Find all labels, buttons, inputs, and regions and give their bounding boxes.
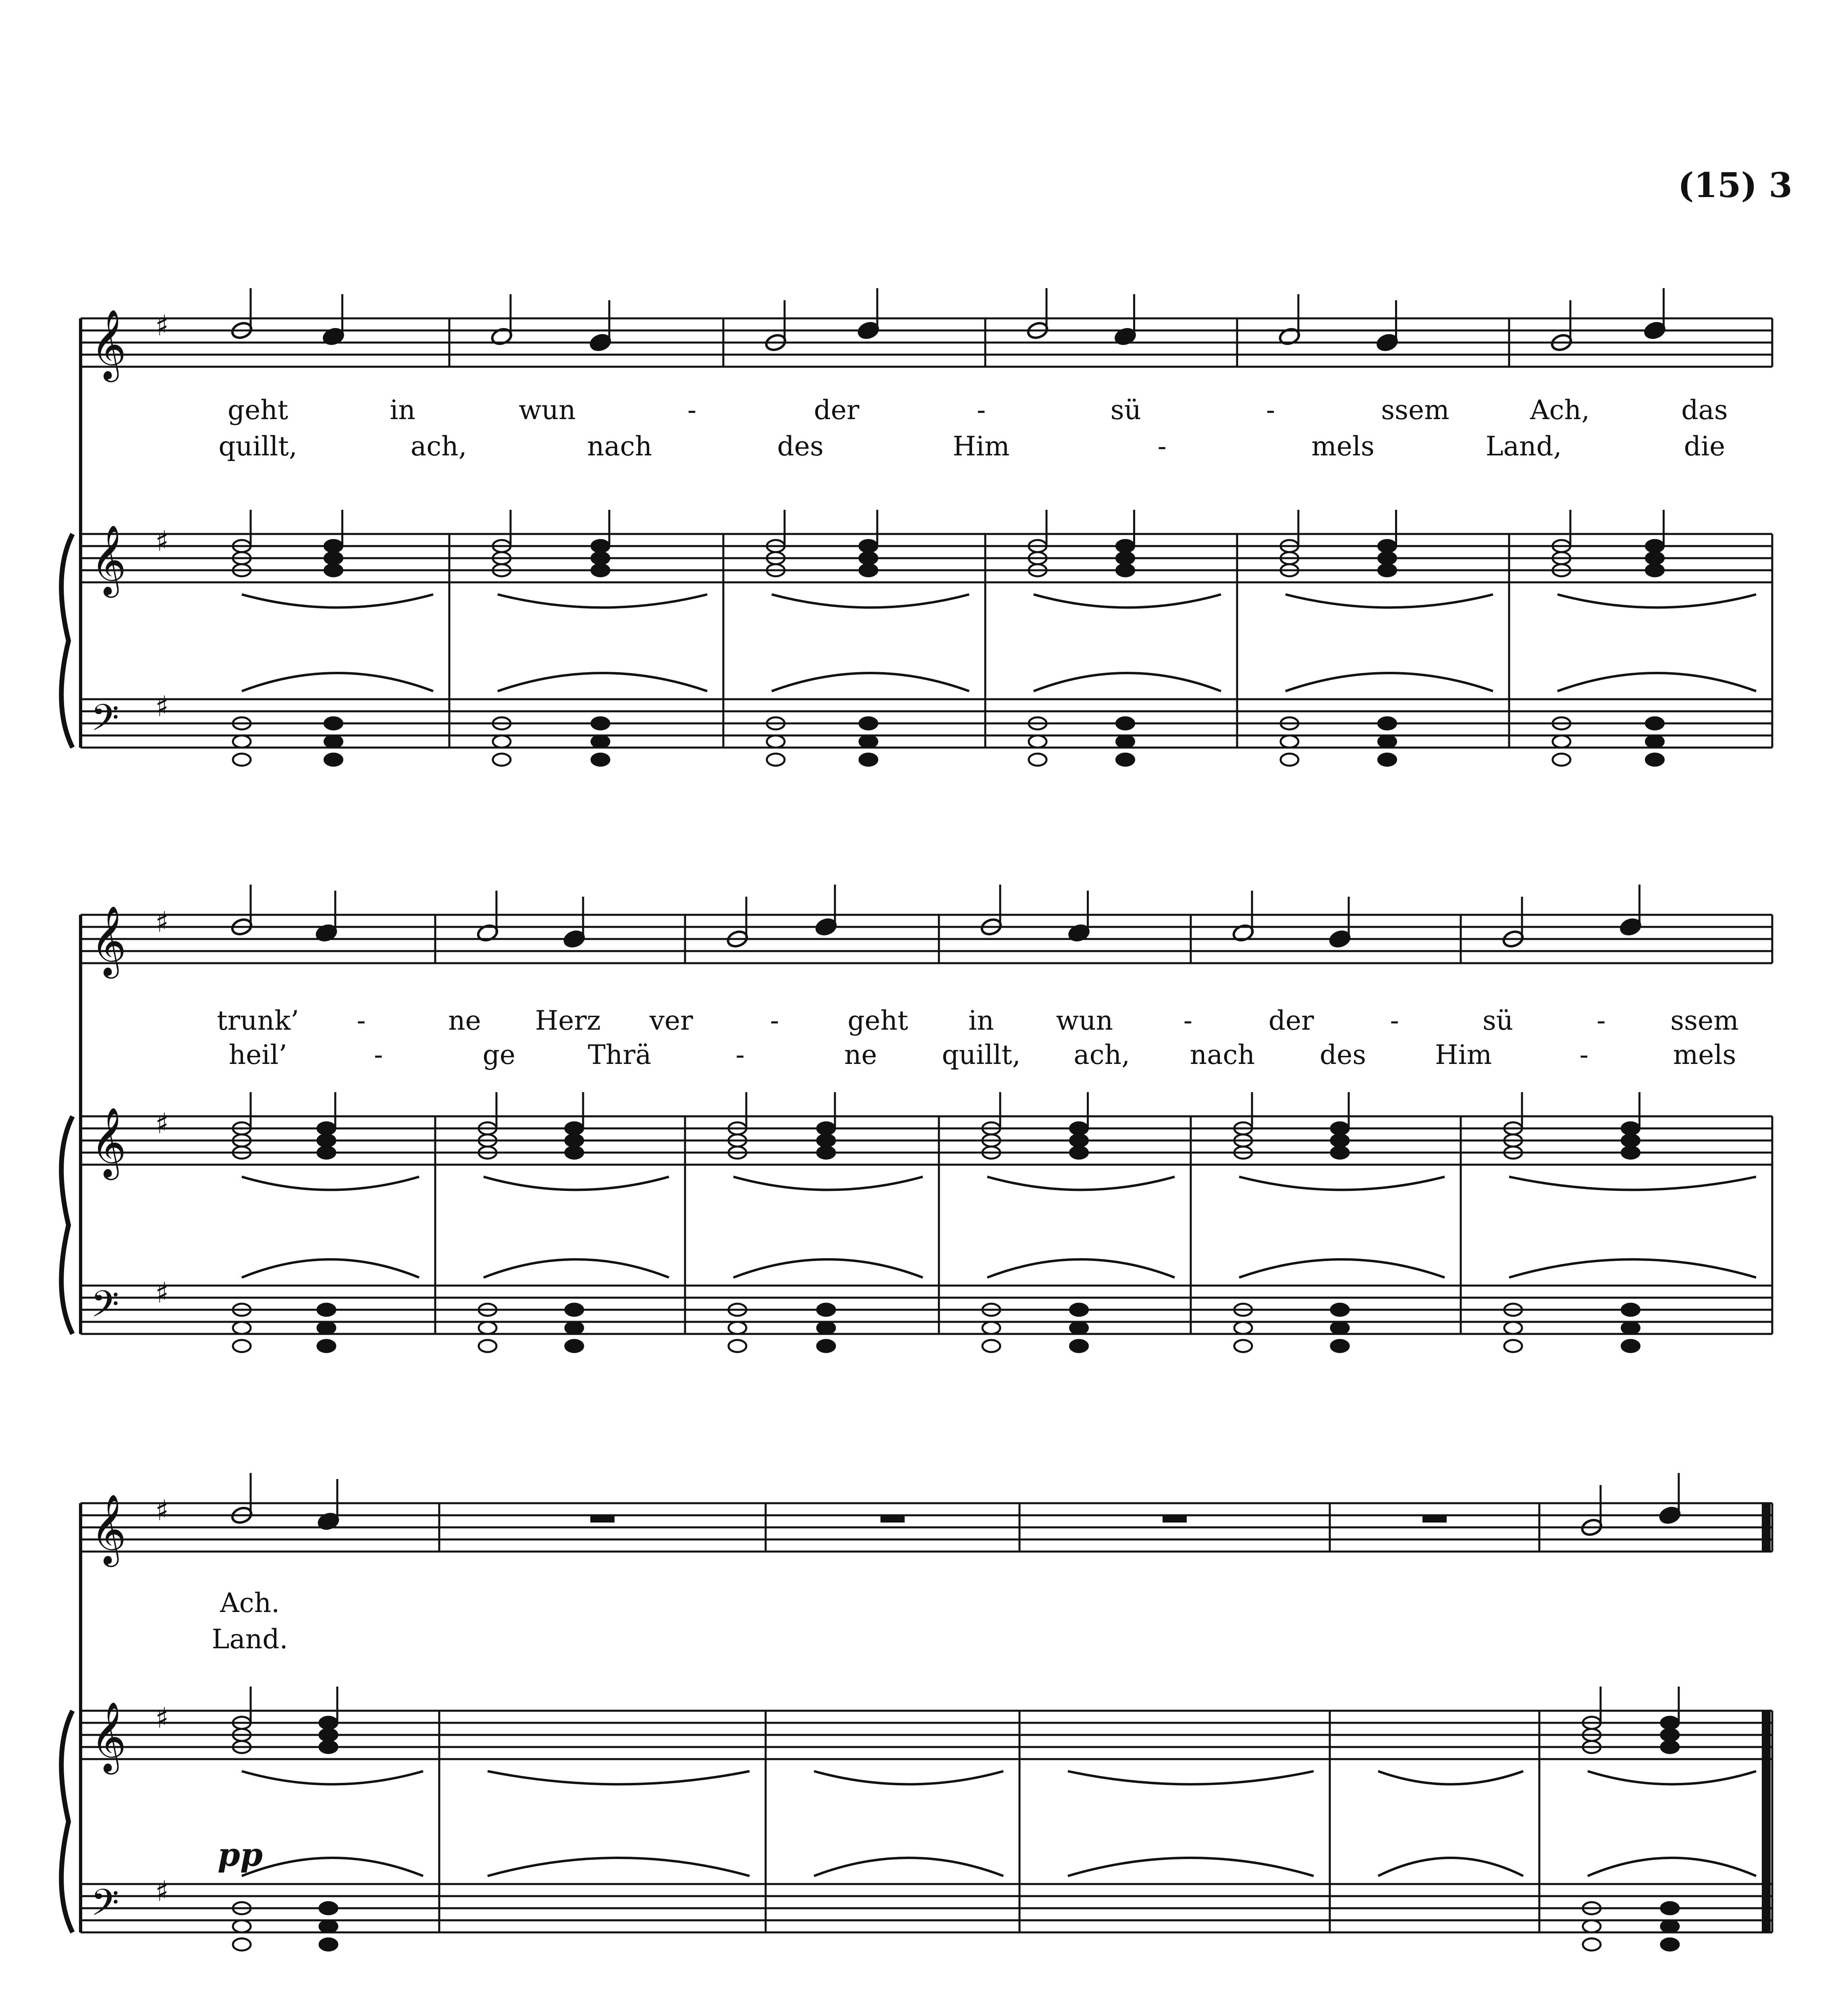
chord-note-head: [318, 1134, 335, 1147]
lyric-syllable: des: [777, 431, 824, 462]
bass-note-head: [233, 735, 251, 748]
slur: [1239, 1177, 1445, 1190]
chord-note-head: [1379, 564, 1396, 576]
slur: [242, 1858, 423, 1876]
chord-note-head: [817, 1147, 835, 1159]
slur: [242, 673, 433, 691]
slur: [1509, 1259, 1756, 1278]
slur: [1378, 1771, 1523, 1784]
chord-note-head: [325, 552, 343, 564]
lyric-syllable: -: [357, 1005, 366, 1036]
clef-icon: 𝄞: [91, 1701, 127, 1772]
bass-note-head: [1117, 717, 1134, 729]
slur: [498, 673, 707, 691]
chord-note-head: [1646, 564, 1664, 576]
chord-note-head: [592, 540, 609, 552]
slur: [242, 1771, 423, 1784]
bass-note-head: [729, 1340, 746, 1352]
bass-note-head: [817, 1322, 835, 1334]
lyric-syllable: das: [1681, 395, 1728, 426]
lyric-syllable: Land.: [212, 1624, 288, 1655]
bass-note-head: [479, 1340, 496, 1352]
slur: [733, 1259, 923, 1278]
lyric-syllable: sü: [1482, 1005, 1514, 1036]
chord-note-head: [1661, 1729, 1679, 1741]
lyric-syllable: Him: [953, 431, 1010, 462]
bass-note-head: [565, 1340, 583, 1352]
lyric-syllable: -: [1579, 1039, 1588, 1070]
lyric-syllable: ver: [649, 1005, 693, 1036]
lyric-syllable: der: [1268, 1005, 1314, 1036]
bass-note-head: [729, 1322, 746, 1334]
lyric-syllable: quillt,: [218, 431, 297, 462]
chord-note-head: [1661, 1741, 1679, 1753]
slur: [1588, 1771, 1756, 1784]
clef-icon: 𝄞: [91, 309, 127, 379]
lyric-syllable: -: [374, 1039, 383, 1070]
slur: [1239, 1259, 1445, 1278]
bass-note-head: [1661, 1920, 1679, 1932]
bass-note-head: [1379, 735, 1396, 748]
slur: [987, 1177, 1175, 1190]
piano-brace: [61, 534, 73, 748]
lyric-syllable: ssem: [1381, 395, 1449, 426]
chord-note-head: [1331, 1122, 1349, 1134]
slur: [1034, 673, 1221, 691]
lyric-syllable: nach: [1190, 1039, 1255, 1070]
slur: [484, 1177, 669, 1190]
bass-note-head: [860, 735, 877, 748]
slur: [498, 594, 707, 608]
key-signature-sharp-icon: ♯: [155, 1107, 169, 1140]
slur: [733, 1177, 923, 1190]
slur: [1285, 594, 1493, 608]
staff-lines: [61, 309, 1772, 1933]
chord-note-head: [1331, 1147, 1349, 1159]
chord-note-head: [320, 1717, 337, 1729]
bass-note-head: [1070, 1304, 1088, 1316]
bass-note-head: [1281, 754, 1298, 766]
whole-rest: [880, 1515, 905, 1523]
clef-icon: 𝄞: [91, 1494, 127, 1564]
lyric-syllable: -: [687, 395, 697, 426]
lyric-syllable: geht: [847, 1005, 908, 1036]
key-signature-sharp-icon: ♯: [155, 906, 169, 939]
bass-note-head: [325, 735, 343, 748]
page-number: (15) 3: [1678, 165, 1792, 205]
lyric-syllable: quillt,: [942, 1039, 1021, 1070]
lyric-syllable: -: [976, 395, 986, 426]
bass-note-head: [1029, 735, 1047, 748]
bass-note-head: [320, 1938, 337, 1951]
bass-note-head: [1622, 1340, 1640, 1352]
bass-note-head: [493, 735, 511, 748]
chord-note-head: [318, 1122, 335, 1134]
bass-note-head: [860, 717, 877, 729]
lyric-syllable: ach,: [1074, 1039, 1130, 1070]
chord-note-head: [565, 1147, 583, 1159]
bass-note-head: [479, 1322, 496, 1334]
chord-note-head: [1622, 1122, 1640, 1134]
slur: [1557, 673, 1756, 691]
lyric-syllable: -: [1597, 1005, 1606, 1036]
slur: [772, 594, 969, 608]
bass-note-head: [860, 754, 877, 766]
bass-note-head: [320, 1920, 337, 1932]
bass-note-head: [233, 1340, 251, 1352]
bass-note-head: [1583, 1938, 1601, 1951]
bass-note-head: [1331, 1322, 1349, 1334]
bass-note-head: [767, 735, 785, 748]
bass-note-head: [767, 754, 785, 766]
bass-note-head: [1331, 1340, 1349, 1352]
chord-note-head: [1117, 540, 1134, 552]
lyric-syllable: heil’: [228, 1039, 287, 1070]
lyric-syllable: wun: [519, 395, 576, 426]
bass-note-head: [1379, 754, 1396, 766]
clef-icon: 𝄢: [91, 1881, 119, 1933]
chord-note-head: [860, 552, 877, 564]
chord-note-head: [1070, 1122, 1088, 1134]
chord-note-head: [1379, 540, 1396, 552]
piano-brace: [61, 1116, 73, 1334]
key-signature-sharp-icon: ♯: [155, 690, 169, 723]
chord-note-head: [1331, 1134, 1349, 1147]
bass-note-head: [1646, 754, 1664, 766]
slur: [242, 594, 433, 608]
lyric-syllable: Land,: [1485, 431, 1562, 462]
bass-note-head: [1281, 735, 1298, 748]
lyric-syllable: der: [814, 395, 860, 426]
lyric-syllable: -: [770, 1005, 779, 1036]
slur: [987, 1259, 1175, 1278]
chord-note-head: [1646, 540, 1664, 552]
bass-note-head: [318, 1322, 335, 1334]
bass-note-head: [982, 1340, 1000, 1352]
slur: [1068, 1858, 1314, 1876]
chord-note-head: [1117, 564, 1134, 576]
chord-note-head: [565, 1134, 583, 1147]
bass-note-head: [318, 1340, 335, 1352]
lyric-syllable: -: [1390, 1005, 1399, 1036]
slur: [488, 1771, 750, 1784]
dynamic-marking: pp: [218, 1836, 263, 1874]
bass-note-head: [318, 1304, 335, 1316]
bass-note-head: [565, 1322, 583, 1334]
clef-icon: 𝄞: [91, 906, 127, 976]
bass-note-head: [1504, 1340, 1522, 1352]
bass-note-head: [1070, 1322, 1088, 1334]
chord-note-head: [565, 1122, 583, 1134]
slur: [772, 673, 969, 691]
chord-note-head: [1070, 1134, 1088, 1147]
slur: [814, 1858, 1003, 1876]
bass-note-head: [325, 754, 343, 766]
lyric-syllable: die: [1684, 431, 1725, 462]
slur: [242, 1177, 419, 1190]
bass-note-head: [1379, 717, 1396, 729]
bass-note-head: [1070, 1340, 1088, 1352]
lyric-syllable: ne: [844, 1039, 877, 1070]
key-signature-sharp-icon: ♯: [155, 1875, 169, 1908]
final-barline: [1762, 1711, 1771, 1932]
bass-note-head: [592, 754, 609, 766]
bass-note-head: [1029, 754, 1047, 766]
whole-rest: [1422, 1515, 1447, 1523]
bass-note-head: [1331, 1304, 1349, 1316]
slur: [1034, 594, 1221, 608]
lyric-syllable: nach: [587, 431, 652, 462]
whole-rest: [590, 1515, 615, 1523]
lyric-syllable: Ach.: [220, 1587, 280, 1618]
key-signature-sharp-icon: ♯: [155, 309, 169, 342]
bass-note-head: [1661, 1938, 1679, 1951]
chord-note-head: [1622, 1134, 1640, 1147]
slur: [1285, 673, 1493, 691]
bass-note-head: [1553, 754, 1570, 766]
lyric-syllable: in: [968, 1005, 994, 1036]
bass-note-head: [320, 1902, 337, 1914]
bass-note-head: [1504, 1322, 1522, 1334]
key-signature-sharp-icon: ♯: [155, 1701, 169, 1735]
key-signature-sharp-icon: ♯: [155, 525, 169, 558]
piano-brace: [61, 1711, 73, 1932]
lyric-syllable: -: [1183, 1005, 1193, 1036]
lyric-syllable: ne: [448, 1005, 481, 1036]
slur: [1509, 1177, 1756, 1190]
final-barline: [1762, 1503, 1771, 1552]
slur: [1588, 1858, 1756, 1876]
whole-rest: [1163, 1515, 1187, 1523]
bass-note-head: [1117, 754, 1134, 766]
chord-note-head: [860, 540, 877, 552]
bass-note-head: [1117, 735, 1134, 748]
chord-note-head: [320, 1729, 337, 1741]
bass-note-head: [325, 717, 343, 729]
lyric-syllable: geht: [227, 395, 289, 426]
bass-note-head: [1622, 1304, 1640, 1316]
bass-note-head: [565, 1304, 583, 1316]
bass-note-head: [233, 1920, 251, 1932]
chord-note-head: [817, 1134, 835, 1147]
bass-note-head: [233, 1322, 251, 1334]
chord-note-head: [817, 1122, 835, 1134]
slur: [1068, 1771, 1314, 1784]
chord-note-head: [1070, 1147, 1088, 1159]
chord-note-head: [1117, 552, 1134, 564]
chord-note-head: [860, 564, 877, 576]
clef-icon: 𝄞: [91, 1107, 127, 1177]
lyric-syllable: mels: [1311, 431, 1375, 462]
lyric-syllable: ge: [482, 1039, 515, 1070]
key-signature-sharp-icon: ♯: [155, 1276, 169, 1309]
bass-note-head: [493, 754, 511, 766]
bass-note-head: [1234, 1322, 1252, 1334]
chord-note-head: [325, 540, 343, 552]
bass-note-head: [1583, 1920, 1601, 1932]
lyric-syllable: des: [1319, 1039, 1366, 1070]
chord-note-head: [592, 564, 609, 576]
chord-note-head: [325, 564, 343, 576]
lyric-syllable: Ach,: [1530, 395, 1590, 426]
slur: [1557, 594, 1756, 608]
chord-note-head: [1661, 1717, 1679, 1729]
lyric-syllable: -: [1266, 395, 1275, 426]
bass-note-head: [982, 1322, 1000, 1334]
bass-note-head: [1661, 1902, 1679, 1914]
notes: [227, 288, 1756, 1951]
lyric-syllable: -: [1157, 431, 1167, 462]
bass-note-head: [1646, 735, 1664, 748]
bass-note-head: [1622, 1322, 1640, 1334]
lyric-syllable: -: [735, 1039, 745, 1070]
bass-note-head: [1553, 735, 1570, 748]
clef-icon: 𝄢: [91, 1283, 119, 1334]
slur: [1378, 1858, 1523, 1876]
clef-icon: 𝄞: [91, 525, 127, 595]
lyric-syllable: wun: [1056, 1005, 1113, 1036]
lyric-syllable: Herz: [535, 1005, 601, 1036]
lyric-syllable: in: [390, 395, 415, 426]
chord-note-head: [592, 552, 609, 564]
bass-note-head: [592, 717, 609, 729]
chord-note-head: [1379, 552, 1396, 564]
bass-note-head: [233, 754, 251, 766]
bass-note-head: [817, 1340, 835, 1352]
bass-note-head: [817, 1304, 835, 1316]
lyric-syllable: Thrä: [588, 1039, 652, 1070]
chord-note-head: [320, 1741, 337, 1753]
lyric-syllable: trunk’: [216, 1005, 299, 1036]
lyric-syllable: Him: [1435, 1039, 1492, 1070]
clef-icon: 𝄢: [91, 696, 119, 748]
key-signature-sharp-icon: ♯: [155, 1494, 169, 1527]
chord-note-head: [1622, 1147, 1640, 1159]
bass-note-head: [233, 1938, 251, 1951]
chord-note-head: [1646, 552, 1664, 564]
slur: [814, 1771, 1003, 1784]
slur: [484, 1259, 669, 1278]
bass-note-head: [1234, 1340, 1252, 1352]
lyric-syllable: sü: [1110, 395, 1142, 426]
bass-note-head: [1646, 717, 1664, 729]
slur: [488, 1858, 750, 1876]
chord-note-head: [318, 1147, 335, 1159]
bass-note-head: [592, 735, 609, 748]
lyric-syllable: ssem: [1670, 1005, 1739, 1036]
lyric-syllable: ach,: [410, 431, 467, 462]
lyric-syllable: mels: [1673, 1039, 1736, 1070]
slur: [242, 1259, 419, 1278]
